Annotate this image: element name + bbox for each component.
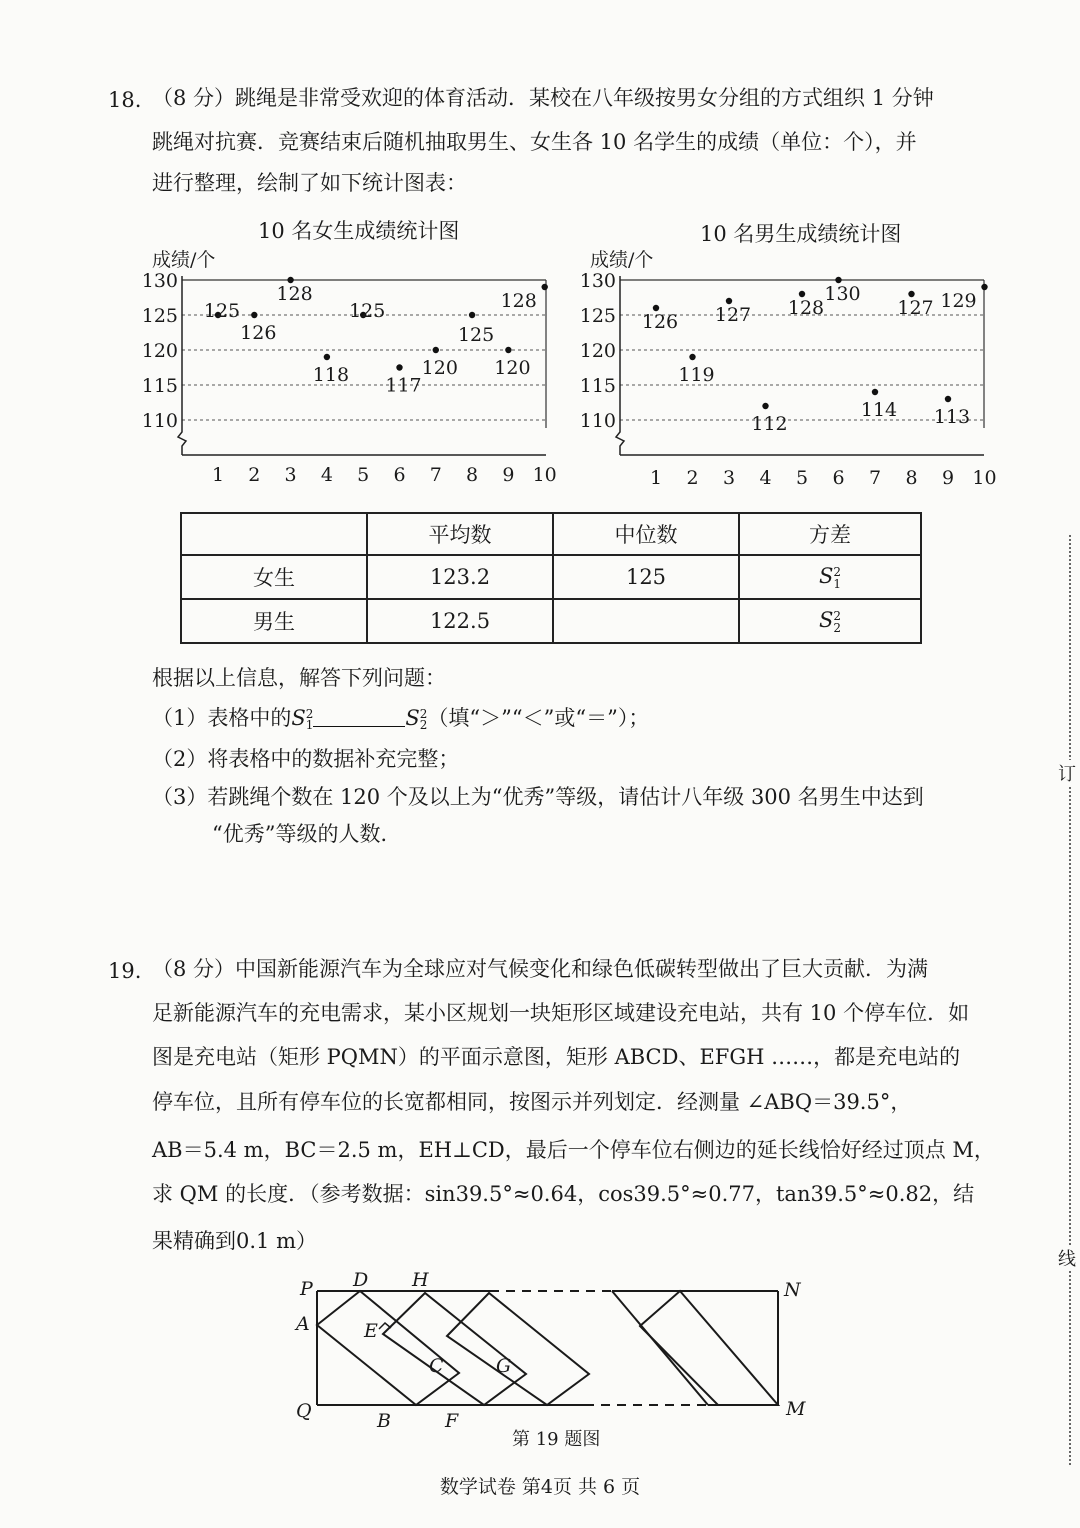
table-header-row [181, 513, 921, 555]
y-axis-label: 成绩/个 [152, 249, 216, 271]
table-row [181, 555, 921, 599]
row-label: 男生 [181, 599, 367, 643]
row-variance: S 2 1 [739, 555, 921, 599]
row-mean: 123.2 [367, 555, 553, 599]
row-mean: 122.5 [367, 599, 553, 643]
data-label: 127 [714, 304, 752, 326]
data-label: 130 [824, 283, 861, 305]
y-tick-label: 110 [579, 410, 616, 432]
data-point [324, 354, 330, 360]
x-tick-label: 8 [466, 464, 479, 486]
data-label: 126 [641, 311, 679, 333]
label-h: H [412, 1269, 429, 1291]
q18-sub3-line2: “优秀”等级的人数． [212, 822, 402, 846]
label-d: D [353, 1269, 369, 1291]
q18-line1: （8 分）跳绳是非常受欢迎的体育活动．某校在八年级按男女分组的方式组织 1 分钟 [152, 86, 934, 110]
q18-intro: 根据以上信息，解答下列问题： [152, 666, 446, 690]
data-point [433, 347, 439, 353]
girls-chart [130, 240, 570, 490]
q19-line2: 足新能源汽车的充电需求，某小区规划一块矩形区域建设充电站，共有 10 个停车位．如 [152, 1001, 970, 1025]
parking-last [640, 1291, 778, 1405]
data-label: 128 [787, 297, 825, 319]
q18-sub1: （1）表格中的S 2 1 S 2 2 （填“＞”“＜”或“＝”）； [152, 706, 650, 732]
q18-line2: 跳绳对抗赛．竞赛结束后随机抽取男生、女生各 10 名学生的成绩（单位：个），并 [152, 130, 917, 154]
data-label: 128 [276, 283, 313, 305]
q19-line3: 图是充电站（矩形 PQMN）的平面示意图，矩形 ABCD、EFGH ……，都是充电站的 [152, 1045, 961, 1069]
data-point [981, 284, 987, 290]
table-header-cell: 平均数 [367, 513, 553, 555]
q19-line4: 停车位，且所有停车位的长宽都相同，按图示并列划定．经测量 ∠ABQ＝39.5°， [152, 1090, 912, 1114]
label-m: M [786, 1398, 806, 1420]
y-tick-label: 115 [579, 375, 616, 397]
table-header-cell: 中位数 [553, 513, 739, 555]
data-label: 129 [940, 290, 977, 312]
boys-chart-title: 10 名男生成绩统计图 [700, 222, 902, 246]
q19-line5: AB＝5.4 m，BC＝2.5 m，EH⊥CD，最后一个停车位右侧边的延长线恰好经过顶点 M， [152, 1138, 995, 1162]
y-tick-label: 120 [141, 340, 178, 362]
data-point [469, 312, 475, 318]
y-axis [616, 276, 624, 455]
girls-chart-title: 10 名女生成绩统计图 [258, 219, 460, 243]
label-f: F [445, 1410, 459, 1432]
row-label: 女生 [181, 555, 367, 599]
parking-efgh [383, 1293, 526, 1405]
label-n: N [784, 1279, 801, 1301]
y-tick-label: 130 [141, 270, 178, 292]
data-label: 128 [500, 290, 537, 312]
x-tick-label: 9 [941, 467, 955, 489]
x-tick-label: 7 [429, 464, 442, 486]
answer-blank[interactable] [313, 708, 405, 727]
data-label: 113 [933, 406, 971, 428]
data-label: 125 [203, 300, 241, 322]
label-b: B [377, 1410, 391, 1432]
x-tick-label: 1 [649, 467, 663, 489]
x-tick-label: 3 [722, 467, 736, 489]
y-tick-label: 120 [579, 340, 616, 362]
y-axis [178, 276, 186, 455]
x-tick-label: 10 [972, 467, 997, 489]
x-tick-label: 8 [905, 467, 918, 489]
data-label: 120 [494, 357, 531, 379]
data-label: 120 [421, 357, 458, 379]
x-tick-label: 7 [868, 467, 882, 489]
boys-chart [568, 240, 1008, 490]
x-tick-label: 3 [284, 464, 297, 486]
data-label: 112 [751, 413, 788, 435]
label-a: A [296, 1313, 310, 1335]
data-point [505, 347, 511, 353]
q18-sub2: （2）将表格中的数据补充完整； [152, 747, 460, 771]
data-label: 119 [678, 364, 715, 386]
label-q: Q [296, 1400, 312, 1422]
data-point [945, 396, 951, 402]
x-tick-label: 5 [795, 467, 809, 489]
x-tick-label: 4 [759, 467, 772, 489]
x-tick-label: 6 [832, 467, 845, 489]
data-point [872, 389, 878, 395]
y-tick-label: 125 [141, 305, 178, 327]
x-tick-label: 2 [686, 467, 699, 489]
data-label: 118 [312, 364, 350, 386]
q19-line6: 求 QM 的长度．（参考数据：sin39.5°≈0.64，cos39.5°≈0.77，tan39.5°≈0.82，结 [152, 1182, 975, 1206]
q19-line7: 果精确到0.1 m） [152, 1229, 317, 1253]
q18-line3: 进行整理，绘制了如下统计图表： [152, 171, 467, 195]
stats-table [180, 512, 922, 644]
data-label: 125 [457, 324, 495, 346]
data-label: 126 [240, 322, 277, 344]
q19-figure [280, 1262, 820, 1462]
data-label: 125 [349, 300, 386, 322]
x-tick-label: 10 [532, 464, 557, 486]
parking-abcd [317, 1291, 459, 1405]
data-label: 114 [860, 399, 898, 421]
q19-number: 19. [108, 959, 142, 983]
page-footer: 数学试卷 第4页 共 6 页 [439, 1476, 641, 1498]
row-variance: S 2 2 [739, 599, 921, 643]
x-tick-label: 1 [211, 464, 225, 486]
label-g: G [496, 1355, 512, 1377]
x-tick-label: 6 [393, 464, 406, 486]
x-tick-label: 2 [248, 464, 261, 486]
data-point [396, 364, 402, 370]
row-median: 125 [553, 555, 739, 599]
q18-number: 18. [108, 88, 142, 112]
table-header-cell [181, 513, 367, 555]
q19-line1: （8 分）中国新能源汽车为全球应对气候变化和绿色低碳转型做出了巨大贡献．为满 [152, 957, 929, 981]
binding-line [1069, 535, 1071, 1465]
data-point [762, 403, 768, 409]
row-median [553, 599, 739, 643]
parking-3 [447, 1293, 589, 1405]
y-tick-label: 125 [579, 305, 616, 327]
y-tick-label: 130 [579, 270, 616, 292]
y-tick-label: 115 [141, 375, 178, 397]
figure-caption: 第 19 题图 [512, 1429, 601, 1450]
data-point [542, 284, 548, 290]
x-tick-label: 5 [357, 464, 370, 486]
x-tick-label: 9 [502, 464, 515, 486]
data-label: 127 [897, 297, 934, 319]
side-char-ding: 订 [1058, 760, 1076, 786]
data-label: 117 [385, 374, 422, 397]
label-e: E [364, 1320, 378, 1342]
label-p: P [300, 1278, 313, 1300]
y-tick-label: 110 [141, 410, 178, 432]
label-c: C [429, 1355, 444, 1377]
x-tick-label: 4 [320, 464, 333, 486]
side-char-xian: 线 [1058, 1245, 1076, 1271]
table-row [181, 599, 921, 643]
q18-sub3-line1: （3）若跳绳个数在 120 个及以上为“优秀”等级，请估计八年级 300 名男生中达到 [152, 785, 924, 809]
table-header-cell: 方差 [739, 513, 921, 555]
y-axis-label: 成绩/个 [590, 249, 654, 271]
data-point [251, 312, 257, 318]
data-point [689, 354, 695, 360]
